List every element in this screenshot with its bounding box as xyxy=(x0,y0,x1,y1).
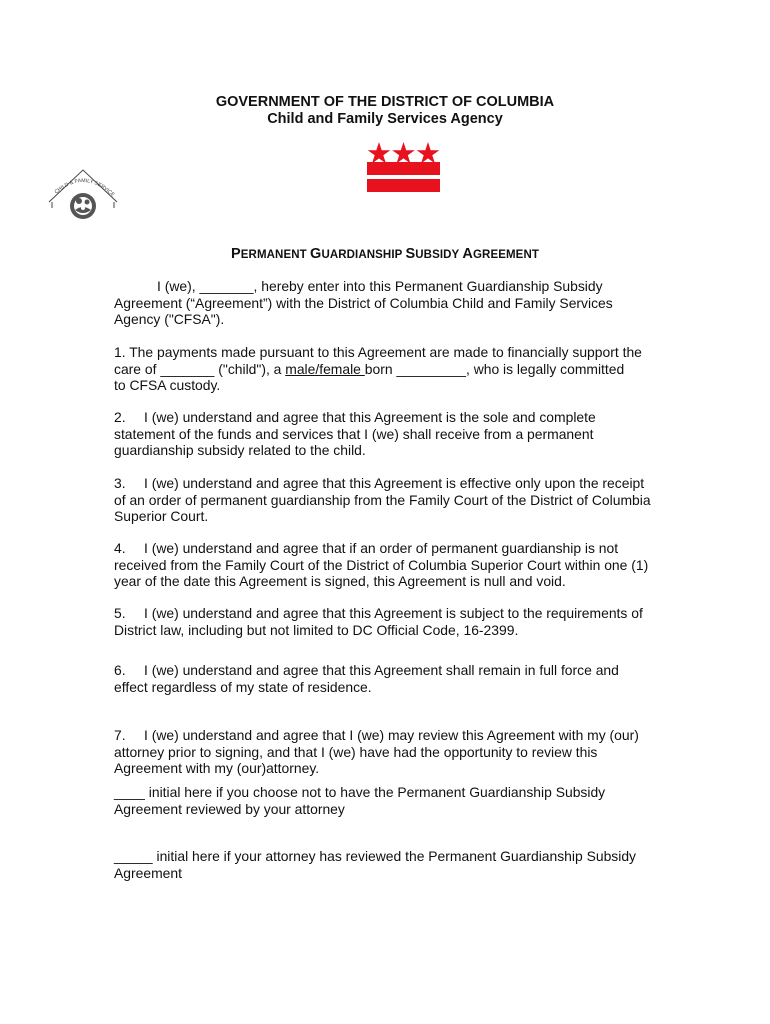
agency-heading: Child and Family Services Agency xyxy=(267,111,503,127)
clause-5: 5. I (we) understand and agree that this Agreement is subject to the requirements of District law, including but not limited to DC Official Code, 16-2399. xyxy=(114,605,643,638)
clause-7: 7. I (we) understand and agree that I (we) may review this Agreement with my (our) attorney prior to signing, and that I (we) have had the opportunity to review this Agreement with my (our)attorney. xyxy=(114,727,639,776)
clause-4: 4. I (we) understand and agree that if an order of permanent guardianship is not received from the Family Court of the District of Columbia Superior Court within one (1) year of the date this Agreement is signed, this Agreement is null and void. xyxy=(114,540,649,589)
attorney-reviewed-option: _____ initial here if your attorney has reviewed the Permanent Guardianship Subsidy Agreement xyxy=(114,848,636,881)
document-header xyxy=(0,94,770,128)
government-heading: GOVERNMENT OF THE DISTRICT OF COLUMBIA xyxy=(215,94,555,110)
flag-bar-1 xyxy=(367,162,440,175)
gender-field[interactable]: male/female xyxy=(285,360,365,377)
intro-paragraph: I (we), _______, hereby enter into this Permanent Guardianship Subsidy Agreement (“Agreement”) with the District of Columbia Child and Family Services Agency ("CFSA"). xyxy=(114,278,613,327)
flag-bar-2 xyxy=(367,179,440,192)
initial-field-reviewed[interactable]: _____ xyxy=(114,848,153,864)
flag-star-2 xyxy=(392,142,415,164)
initial-field-waiver[interactable]: ____ xyxy=(114,784,145,800)
clause-2: 2. I (we) understand and agree that this Agreement is the sole and complete statement of the funds and services that I (we) shall receive from a permanent guardianship subsidy related to the child. xyxy=(114,409,596,458)
cfsa-family-logo-icon xyxy=(46,168,120,224)
clause-3: 3. I (we) understand and agree that this Agreement is effective only upon the receipt of an order of permanent guardianship from the Family Court of the District of Columbia Superior Court. xyxy=(114,475,651,524)
flag-star-3 xyxy=(417,142,440,164)
logo-text: CHILD & FAMILY SERVICE xyxy=(53,177,116,199)
flag-star-1 xyxy=(368,142,391,164)
dc-flag-icon xyxy=(367,140,440,192)
attorney-waiver-option: ____ initial here if you choose not to have the Permanent Guardianship Subsidy Agreement reviewed by your attorney xyxy=(114,784,606,817)
agreement-title: PERMANENT GUARDIANSHIP SUBSIDY AGREEMENT xyxy=(231,246,539,262)
clause-1: 1. The payments made pursuant to this Agreement are made to financially support the care of _______ ("child"), a male/female born _________, who is legally committed to CFSA custody. xyxy=(114,344,642,393)
clause-6: 6. I (we) understand and agree that this Agreement shall remain in full force and effect regardless of my state of residence. xyxy=(114,662,619,695)
